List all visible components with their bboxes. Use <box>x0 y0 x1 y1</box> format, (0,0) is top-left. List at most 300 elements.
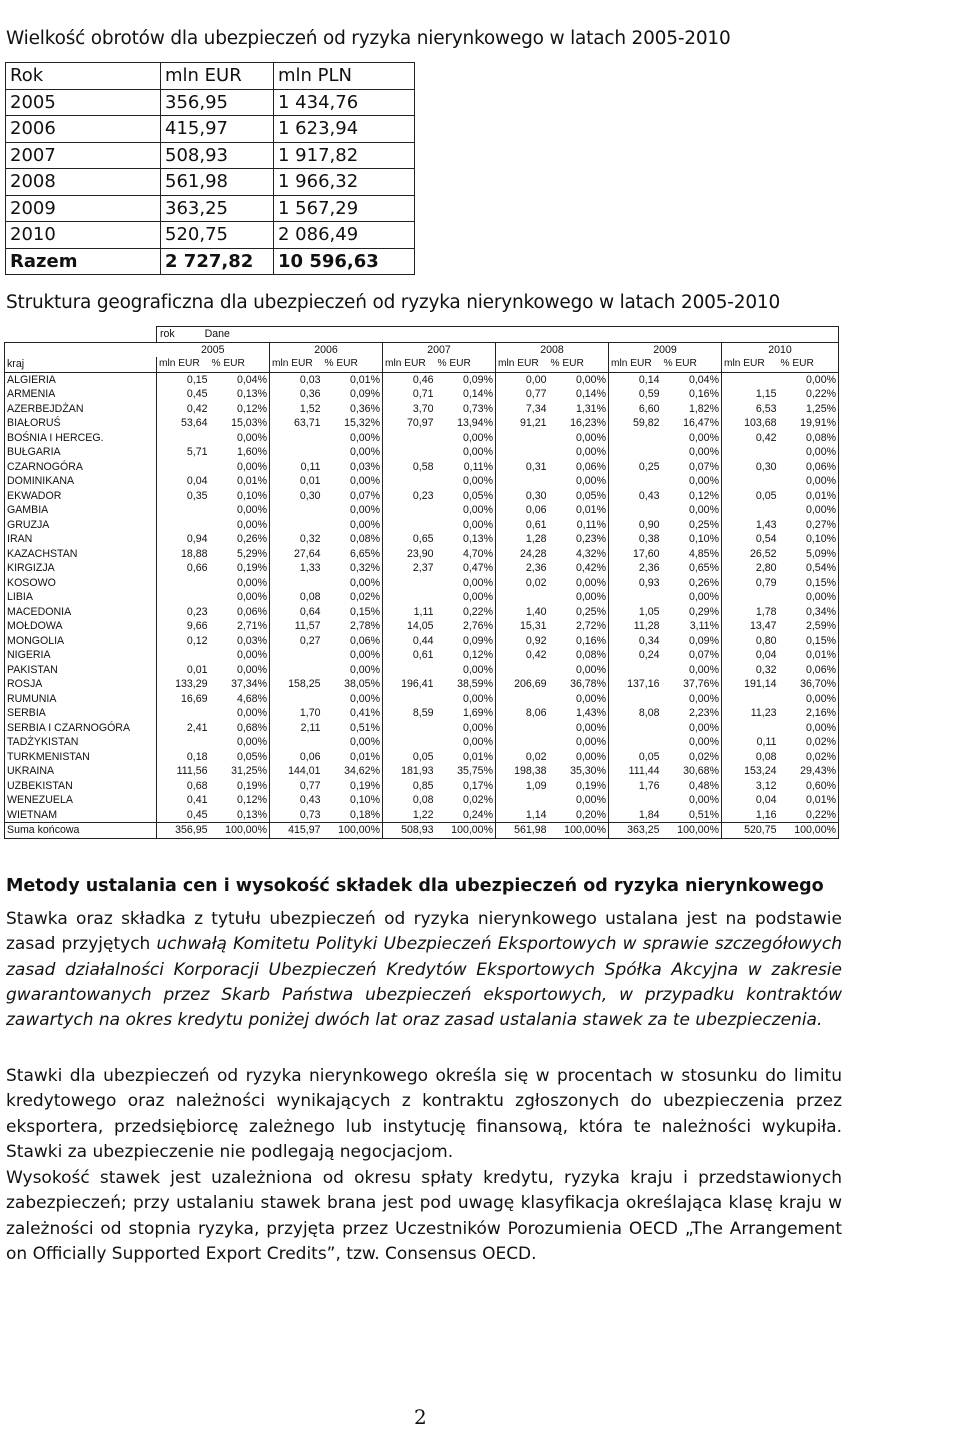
pct-eur-value: 5,29% <box>210 547 270 562</box>
mln-eur-cell: 520,75 <box>161 222 274 249</box>
mln-eur-value: 0,54 <box>755 533 777 546</box>
country-row <box>5 431 839 446</box>
pct-eur-value: 0,00% <box>436 735 496 750</box>
country-name: ARMENIA <box>5 387 157 402</box>
pct-eur-value: 0,06% <box>779 663 839 678</box>
mln-eur-value <box>496 474 549 489</box>
pct-eur-value: 4,85% <box>662 547 722 562</box>
pct-eur-value: 0,00% <box>323 518 383 533</box>
pct-eur-value: 19,91% <box>779 416 839 431</box>
mln-eur-value: 133,29 <box>175 678 208 691</box>
pct-eur-value: 0,36% <box>323 402 383 417</box>
mln-eur-value: 63,71 <box>293 417 321 430</box>
pct-eur-value: 0,05% <box>436 489 496 504</box>
paragraph-rates-dependency: Wysokość stawek jest uzależniona od okresu spłaty kredytu, ryzyka kraju i przedstawionych zabezpieczeń; przy ustalaniu stawek brana jest pod uwagę klasyfikacja określająca klasę kraju w zależności od stopnia ryzyka, przyjęta przez Uczestników Porozumienia OECD „The Arrangement on Officially Supported Export Credits”, tzw. Consensus OECD. <box>6 1168 842 1264</box>
mln-eur-value: 0,05 <box>412 750 434 763</box>
country-row <box>5 706 839 721</box>
mln-eur-value: 0,05 <box>755 489 777 502</box>
pct-eur-value: 0,16% <box>662 387 722 402</box>
pct-eur-value: 100,00% <box>779 823 839 839</box>
mln-eur-value: 0,71 <box>412 388 434 401</box>
pct-eur-value: 0,00% <box>549 431 609 446</box>
mln-eur-value: 0,79 <box>755 576 777 589</box>
mln-eur-value: 0,44 <box>412 634 434 647</box>
pct-eur-value: 0,11% <box>549 518 609 533</box>
pct-eur-value: 0,00% <box>662 721 722 736</box>
mln-eur-value: 520,75 <box>722 823 779 839</box>
mln-eur-value: 1,33 <box>299 562 321 575</box>
mln-eur-value <box>383 576 436 591</box>
country-row <box>5 474 839 489</box>
country-row <box>5 489 839 504</box>
pct-eur-value: 0,00% <box>549 721 609 736</box>
mln-eur-value <box>383 445 436 460</box>
country-name: RUMUNIA <box>5 692 157 707</box>
mln-eur-value: 0,94 <box>186 533 208 546</box>
pct-eur-value: 4,32% <box>549 547 609 562</box>
pct-eur-value: 0,00% <box>549 793 609 808</box>
pct-eur-value: 2,78% <box>323 619 383 634</box>
mln-eur-value: 2,11 <box>300 721 321 734</box>
country-name: WIETNAM <box>5 808 157 823</box>
pct-eur-value: 0,26% <box>662 576 722 591</box>
mln-eur-value: 2,37 <box>412 562 434 575</box>
mln-eur-value: 0,04 <box>186 475 208 488</box>
mln-eur-value <box>157 518 210 533</box>
mln-eur-value: 1,70 <box>299 707 321 720</box>
country-name: LIBIA <box>5 590 157 605</box>
pct-eur-value: 0,06% <box>323 634 383 649</box>
pct-eur-value: 0,19% <box>210 561 270 576</box>
mln-eur-value: 0,06 <box>525 504 547 517</box>
mln-eur-value: 0,30 <box>755 460 777 473</box>
mln-eur-value <box>270 445 323 460</box>
mln-eur-value: 53,64 <box>180 417 208 430</box>
rok-label: rok <box>160 328 175 341</box>
pct-eur-value: 0,00% <box>436 474 496 489</box>
mln-eur-value: 1,76 <box>638 779 660 792</box>
mln-eur-value: 0,11 <box>300 460 321 473</box>
mln-eur-value <box>270 431 323 446</box>
mln-eur-value <box>270 518 323 533</box>
mln-eur-value <box>157 460 210 475</box>
mln-eur-value: 27,64 <box>293 547 321 560</box>
pct-eur-value: 0,00% <box>323 474 383 489</box>
country-name: BUŁGARIA <box>5 445 157 460</box>
pct-eur-value: 0,16% <box>549 634 609 649</box>
mln-eur-value <box>157 576 210 591</box>
pct-eur-value: 0,12% <box>662 489 722 504</box>
mln-eur-value: 0,90 <box>638 518 660 531</box>
mln-eur-value: 0,43 <box>299 794 321 807</box>
pct-eur-value: 3,11% <box>662 619 722 634</box>
mln-eur-value: 1,52 <box>299 402 321 415</box>
mln-pln-cell: 1 567,29 <box>274 195 415 222</box>
country-name: KOSOWO <box>5 576 157 591</box>
country-row <box>5 416 839 431</box>
pct-eur-value: 0,01% <box>210 474 270 489</box>
mln-eur-value: 0,32 <box>755 663 777 676</box>
country-name: UKRAINA <box>5 764 157 779</box>
mln-eur-value: 103,68 <box>744 417 777 430</box>
mln-eur-cell: mln EUR <box>161 63 274 90</box>
pct-eur-value: 0,00% <box>436 431 496 446</box>
mln-eur-value: 0,42 <box>186 402 208 415</box>
dane-label: Dane <box>204 328 230 341</box>
pct-eur-value: 0,06% <box>779 460 839 475</box>
country-row <box>5 547 839 562</box>
mln-eur-value <box>496 735 549 750</box>
country-row <box>5 764 839 779</box>
pct-eur-value: 0,00% <box>323 648 383 663</box>
mln-eur-value: 7,34 <box>525 402 547 415</box>
mln-eur-value <box>157 431 210 446</box>
pct-eur-value: 0,10% <box>210 489 270 504</box>
pct-eur-value: 0,00% <box>662 663 722 678</box>
mln-eur-value: 196,41 <box>401 678 434 691</box>
mln-eur-value <box>609 721 662 736</box>
mln-eur-value: 0,18 <box>186 750 208 763</box>
pct-eur-value: 0,25% <box>549 605 609 620</box>
page-number: 2 <box>414 1405 427 1429</box>
pct-eur-value: 1,31% <box>549 402 609 417</box>
pct-eur-value: 0,15% <box>779 576 839 591</box>
pct-eur-value: 0,00% <box>323 431 383 446</box>
country-name: CZARNOGÓRA <box>5 460 157 475</box>
pct-eur-value: 1,82% <box>662 402 722 417</box>
geo-structure-table <box>4 326 839 839</box>
pct-eur-value: 0,01% <box>779 489 839 504</box>
mln-eur-cell: 356,95 <box>161 89 274 116</box>
mln-eur-value <box>157 706 210 721</box>
country-name: SERBIA <box>5 706 157 721</box>
mln-eur-header: mln EUR <box>157 357 210 372</box>
mln-eur-value: 508,93 <box>383 823 436 839</box>
year-header: 2009 <box>609 342 722 357</box>
mln-eur-value: 0,11 <box>756 736 777 749</box>
mln-eur-value: 1,84 <box>638 808 660 821</box>
mln-eur-value: 206,69 <box>514 678 547 691</box>
pct-eur-value: 0,01% <box>323 750 383 765</box>
summary-row <box>6 248 415 275</box>
pct-eur-value: 0,00% <box>549 590 609 605</box>
pct-eur-value: 0,00% <box>662 692 722 707</box>
mln-eur-value: 0,23 <box>412 489 434 502</box>
pct-eur-value: 0,68% <box>210 721 270 736</box>
mln-eur-value: 8,08 <box>638 707 660 720</box>
country-name: EKWADOR <box>5 489 157 504</box>
mln-eur-value <box>383 692 436 707</box>
country-row <box>5 387 839 402</box>
mln-eur-value <box>609 663 662 678</box>
pct-eur-value: 15,32% <box>323 416 383 431</box>
mln-eur-value <box>383 590 436 605</box>
pct-eur-value: 0,00% <box>779 590 839 605</box>
country-row <box>5 590 839 605</box>
mln-eur-value: 158,25 <box>288 678 321 691</box>
mln-eur-value: 9,66 <box>186 620 208 633</box>
mln-eur-value: 0,73 <box>299 808 321 821</box>
year-cell: 2006 <box>6 116 161 143</box>
pct-eur-value: 0,07% <box>662 460 722 475</box>
turnover-heading: Wielkość obrotów dla ubezpieczeń od ryzyka nierynkowego w latach 2005-2010 <box>6 28 731 49</box>
country-name: KIRGIZJA <box>5 561 157 576</box>
pct-eur-value: 0,12% <box>436 648 496 663</box>
country-row <box>5 735 839 750</box>
pct-eur-value: 0,00% <box>323 503 383 518</box>
pct-eur-value: 0,14% <box>549 387 609 402</box>
country-row <box>5 677 839 692</box>
country-name: GAMBIA <box>5 503 157 518</box>
pct-eur-value: 0,09% <box>436 372 496 387</box>
pct-eur-value: 0,27% <box>779 518 839 533</box>
pct-eur-value: 0,00% <box>210 663 270 678</box>
mln-eur-header: mln EUR <box>383 357 436 372</box>
pct-eur-value: 0,00% <box>436 590 496 605</box>
mln-eur-value <box>609 431 662 446</box>
pct-eur-value: 0,01% <box>779 793 839 808</box>
pct-eur-header: % EUR <box>210 357 270 372</box>
mln-eur-value: 91,21 <box>519 417 547 430</box>
country-row <box>5 445 839 460</box>
country-name: UZBEKISTAN <box>5 779 157 794</box>
pct-eur-value: 0,15% <box>779 634 839 649</box>
mln-eur-value: 0,30 <box>525 489 547 502</box>
pct-eur-value: 0,00% <box>436 721 496 736</box>
pct-eur-value: 0,00% <box>549 576 609 591</box>
mln-eur-value <box>270 648 323 663</box>
pct-eur-value: 0,00% <box>549 735 609 750</box>
pct-eur-value: 0,00% <box>549 474 609 489</box>
pct-eur-value: 0,12% <box>210 402 270 417</box>
mln-eur-value <box>270 735 323 750</box>
mln-eur-value: 16,69 <box>180 692 208 705</box>
mln-eur-cell: 508,93 <box>161 142 274 169</box>
pct-eur-value: 2,59% <box>779 619 839 634</box>
mln-eur-value: 1,43 <box>755 518 777 531</box>
pct-eur-value: 0,20% <box>549 808 609 823</box>
pct-eur-value: 0,06% <box>210 605 270 620</box>
country-name: SERBIA I CZARNOGÓRA <box>5 721 157 736</box>
mln-pln-cell: 2 086,49 <box>274 222 415 249</box>
mln-eur-value: 13,47 <box>749 620 777 633</box>
pct-eur-value: 0,01% <box>549 503 609 518</box>
mln-eur-value: 0,77 <box>299 779 321 792</box>
pct-eur-value: 0,00% <box>549 692 609 707</box>
mln-eur-value <box>609 590 662 605</box>
pct-eur-value: 0,00% <box>779 721 839 736</box>
pct-eur-value: 0,54% <box>779 561 839 576</box>
mln-eur-value: 111,44 <box>628 765 660 778</box>
paragraph-rates-percent: Stawki dla ubezpieczeń od ryzyka nierynkowego określa się w procentach w stosunku do limitu kredytowego oraz należności wynikających z kontraktu zgłoszonych do ubezpieczenia przez eksportera, przedsiębiorcę zależnego lub instytucję finansową, która te należności wykupiła. Stawki za ubezpieczenie nie podlegają negocjacjom. <box>6 1066 842 1162</box>
mln-eur-value: 5,71 <box>186 446 208 459</box>
pct-eur-value: 16,47% <box>662 416 722 431</box>
pct-eur-value: 0,10% <box>779 532 839 547</box>
pct-eur-value: 0,03% <box>323 460 383 475</box>
mln-eur-value: 59,82 <box>632 417 660 430</box>
mln-eur-value: 1,16 <box>755 808 777 821</box>
pct-eur-value: 100,00% <box>549 823 609 839</box>
pct-eur-value: 38,05% <box>323 677 383 692</box>
mln-eur-value <box>270 692 323 707</box>
country-name: BOŚNIA I HERCEG. <box>5 431 157 446</box>
mln-eur-value: 181,93 <box>401 765 434 778</box>
mln-eur-value: 0,65 <box>412 533 434 546</box>
year-cell: 2009 <box>6 195 161 222</box>
mln-eur-value <box>722 445 779 460</box>
pct-eur-value: 29,43% <box>779 764 839 779</box>
pct-eur-value: 0,08% <box>549 648 609 663</box>
mln-eur-value: 0,58 <box>412 460 434 473</box>
country-name: Suma końcowa <box>5 823 157 839</box>
mln-eur-value <box>157 735 210 750</box>
pct-eur-value: 0,13% <box>436 532 496 547</box>
country-row <box>5 460 839 475</box>
mln-eur-value: 1,28 <box>525 533 547 546</box>
country-row <box>5 561 839 576</box>
mln-eur-header: mln EUR <box>722 357 779 372</box>
mln-eur-value: 2,36 <box>638 562 660 575</box>
pct-eur-value: 1,60% <box>210 445 270 460</box>
mln-eur-value: 356,95 <box>157 823 210 839</box>
pct-eur-value: 0,32% <box>323 561 383 576</box>
mln-eur-value: 8,06 <box>525 707 547 720</box>
pct-eur-value: 0,00% <box>662 590 722 605</box>
mln-eur-value: 1,14 <box>525 808 547 821</box>
turnover-summary-table <box>5 62 415 275</box>
mln-eur-value <box>609 692 662 707</box>
country-row <box>5 576 839 591</box>
mln-eur-value: 18,88 <box>180 547 208 560</box>
pct-eur-value: 0,22% <box>436 605 496 620</box>
mln-eur-value: 561,98 <box>496 823 549 839</box>
mln-eur-value <box>609 735 662 750</box>
country-name: GRUZJA <box>5 518 157 533</box>
mln-eur-value <box>722 692 779 707</box>
pct-eur-value: 0,00% <box>779 445 839 460</box>
pct-eur-value: 35,75% <box>436 764 496 779</box>
mln-eur-value <box>722 721 779 736</box>
mln-eur-value: 23,90 <box>406 547 434 560</box>
pct-eur-value: 36,78% <box>549 677 609 692</box>
pct-eur-value: 0,23% <box>549 532 609 547</box>
mln-eur-value <box>270 503 323 518</box>
mln-eur-value <box>383 518 436 533</box>
pct-eur-value: 13,94% <box>436 416 496 431</box>
pct-eur-value: 0,09% <box>662 634 722 649</box>
country-row <box>5 372 839 387</box>
pct-eur-value: 0,11% <box>436 460 496 475</box>
pct-eur-value: 0,00% <box>436 518 496 533</box>
mln-eur-value: 0,35 <box>186 489 208 502</box>
pct-eur-value: 0,41% <box>323 706 383 721</box>
pct-eur-value: 0,00% <box>210 576 270 591</box>
mln-eur-value: 0,80 <box>755 634 777 647</box>
mln-eur-value: 0,00 <box>525 373 547 386</box>
pct-eur-value: 0,01% <box>323 372 383 387</box>
pct-eur-value: 0,04% <box>210 372 270 387</box>
mln-eur-value: 191,14 <box>744 678 777 691</box>
mln-eur-value: 0,25 <box>638 460 660 473</box>
pct-eur-value: 0,65% <box>662 561 722 576</box>
pct-eur-value: 2,72% <box>549 619 609 634</box>
mln-eur-value: 0,77 <box>525 388 547 401</box>
pct-eur-value: 0,00% <box>549 445 609 460</box>
mln-eur-value <box>496 445 549 460</box>
mln-eur-value <box>270 663 323 678</box>
mln-eur-value <box>609 474 662 489</box>
pct-eur-value: 0,00% <box>436 663 496 678</box>
mln-eur-value: 0,64 <box>299 605 321 618</box>
pct-eur-value: 0,08% <box>779 431 839 446</box>
geo-structure-heading: Struktura geograficzna dla ubezpieczeń od ryzyka nierynkowego w latach 2005-2010 <box>6 292 781 313</box>
pct-eur-value: 0,19% <box>323 779 383 794</box>
country-name: TADŻYKISTAN <box>5 735 157 750</box>
year-cell: 2010 <box>6 222 161 249</box>
mln-eur-value: 0,05 <box>638 750 660 763</box>
pct-eur-value: 0,10% <box>323 793 383 808</box>
mln-eur-value: 0,61 <box>525 518 547 531</box>
pct-eur-value: 5,09% <box>779 547 839 562</box>
pct-eur-value: 0,22% <box>779 808 839 823</box>
pct-eur-value: 4,70% <box>436 547 496 562</box>
mln-eur-value: 0,66 <box>186 562 208 575</box>
summary-row <box>6 63 415 90</box>
mln-eur-value: 2,80 <box>755 562 777 575</box>
mln-eur-value <box>157 590 210 605</box>
mln-eur-value: 0,85 <box>412 779 434 792</box>
country-row <box>5 605 839 620</box>
mln-eur-value <box>496 721 549 736</box>
pct-eur-value: 0,00% <box>436 445 496 460</box>
pct-eur-value: 0,09% <box>436 634 496 649</box>
summary-row <box>6 222 415 249</box>
pct-eur-value: 0,51% <box>323 721 383 736</box>
mln-eur-value: 0,36 <box>299 388 321 401</box>
summary-row <box>6 142 415 169</box>
pct-eur-value: 35,30% <box>549 764 609 779</box>
mln-eur-value: 0,41 <box>186 794 208 807</box>
paragraph-rates-basis <box>6 907 842 1033</box>
pct-eur-value: 0,13% <box>210 387 270 402</box>
mln-eur-value: 0,06 <box>299 750 321 763</box>
pct-eur-value: 1,69% <box>436 706 496 721</box>
mln-eur-value: 0,61 <box>412 649 434 662</box>
mln-eur-value: 0,08 <box>755 750 777 763</box>
mln-eur-value: 0,34 <box>638 634 660 647</box>
year-header: 2006 <box>270 342 383 357</box>
country-name: ROSJA <box>5 677 157 692</box>
year-cell: Rok <box>6 63 161 90</box>
mln-eur-header: mln EUR <box>496 357 549 372</box>
mln-pln-cell: 1 434,76 <box>274 89 415 116</box>
pct-eur-value: 0,19% <box>549 779 609 794</box>
summary-row <box>6 195 415 222</box>
pct-eur-value: 6,65% <box>323 547 383 562</box>
pct-eur-value: 2,16% <box>779 706 839 721</box>
mln-eur-cell: 561,98 <box>161 169 274 196</box>
mln-eur-value: 198,38 <box>514 765 547 778</box>
pct-eur-value: 0,02% <box>779 750 839 765</box>
pct-eur-value: 0,03% <box>210 634 270 649</box>
year-cell: 2007 <box>6 142 161 169</box>
pct-eur-value: 0,18% <box>323 808 383 823</box>
mln-eur-value: 8,59 <box>412 707 434 720</box>
pct-eur-value: 100,00% <box>323 823 383 839</box>
mln-eur-value: 0,59 <box>638 388 660 401</box>
pct-eur-value: 0,17% <box>436 779 496 794</box>
mln-eur-value: 15,31 <box>519 620 547 633</box>
